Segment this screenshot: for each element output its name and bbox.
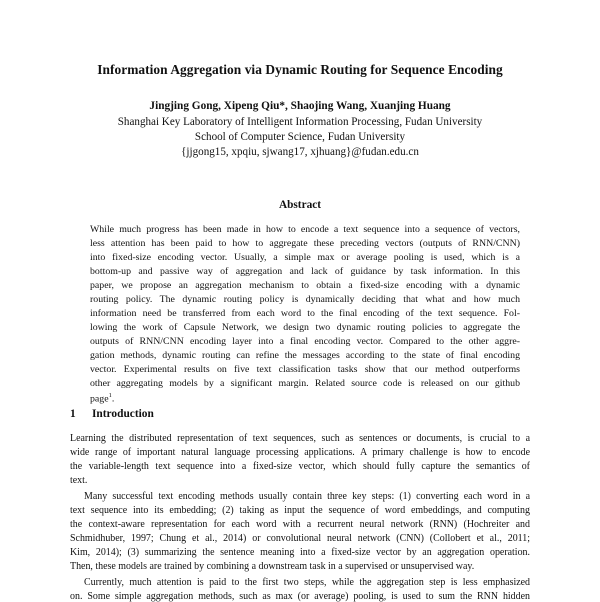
abstract-line: page	[90, 393, 109, 405]
footnote-mark: 1	[108, 392, 112, 399]
section-number: 1	[70, 408, 76, 420]
body-line: Then, these models are trained by combining a downstream task in a supervised or unsupervised way.	[70, 561, 475, 572]
body-line: Currently, much attention is paid to the first two steps, while the aggregation step is less emphasized	[84, 577, 530, 588]
abstract-line: bottom-up and passive way of aggregation and lack of guidance by task information. In this	[90, 266, 520, 277]
abstract-heading: Abstract	[278, 199, 322, 211]
body-line: text sequence into its embedding; (2) taking as input the sequence of word embeddings, and computing	[70, 505, 530, 516]
abstract-line: routing policy. The dynamic routing policy is dynamically deciding that what and how much	[90, 294, 520, 305]
section-heading	[70, 408, 154, 420]
abstract-line: other aggregating models by a significant margin. Related source code is released on our github	[90, 378, 520, 389]
abstract-line: lowing the work of Capsule Network, we design two dynamic routing policies to aggregate the	[90, 322, 520, 333]
body-line: text.	[70, 475, 88, 486]
abstract-last-line: page$^1$.	[90, 392, 115, 405]
abstract-line: outputs of RNN/CNN encoding layer into a final encoding vector. Compared to the other aggre-	[90, 336, 520, 347]
abstract-line: gation methods, dynamic routing can refine the messages according to the state of final encoding	[90, 350, 520, 361]
body-line: Many successful text encoding methods usually contain three key steps: (1) converting each word in a	[84, 491, 530, 502]
abstract-line: paper, we propose an aggregation mechanism to obtain a fixed-size encoding with a dynamic	[90, 280, 520, 291]
body-line: the variable-length text sequence into a fixed-size vector, which should fully capture the semantics of	[70, 461, 530, 472]
body-line: wide range of important natural language processing applications. A primary challenge is how to encode	[70, 447, 530, 458]
affiliation-line: Shanghai Key Laboratory of Intelligent Information Processing, Fudan University	[117, 116, 483, 128]
body-line: Learning the distributed representation of text sequences, such as sentences or documents, is crucial to a	[70, 433, 530, 444]
body-line: Schmidhuber, 1997; Chung et al., 2014) or convolutional neural network (CNN) (Collobert et al., 2011;	[70, 533, 530, 544]
body-line: on. Some simple aggregation methods, such as max (or average) pooling, is used to sum the RNN hidden	[70, 591, 530, 602]
body-line: the context-aware representation for each word with a recurrent neural network (RNN) (Hochreiter and	[70, 519, 530, 530]
section-title: Introduction	[92, 408, 154, 420]
abstract-line: While much progress has been made in how to encode a text sequence into a sequence of vectors,	[90, 224, 520, 235]
author-list: Jingjing Gong, Xipeng Qiu*, Shaojing Wang, Xuanjing Huang	[149, 100, 451, 112]
paper-title: Information Aggregation via Dynamic Routing for Sequence Encoding	[97, 62, 503, 77]
abstract-line: vector. Experimental results on five text classification tasks show that our method outperforms	[90, 364, 520, 375]
body-line: Kim, 2014); (3) summarizing the sentence meaning into a fixed-size vector by an aggregation operation.	[70, 547, 530, 558]
affiliation-line: School of Computer Science, Fudan University	[194, 131, 406, 143]
abstract-line: into fixed-size encoding vector. Usually, a simple max or average pooling is used, which is a	[90, 252, 520, 263]
abstract-line: information need be transferred from each word to the final encoding of the text sequence. Fol-	[90, 308, 520, 319]
author-emails: {jjgong15, xpqiu, sjwang17, xjhuang}@fudan.edu.cn	[181, 146, 419, 158]
abstract-line: less attention has been paid to how to aggregate these preceding vectors (outputs of RNN/CNN)	[90, 238, 520, 249]
